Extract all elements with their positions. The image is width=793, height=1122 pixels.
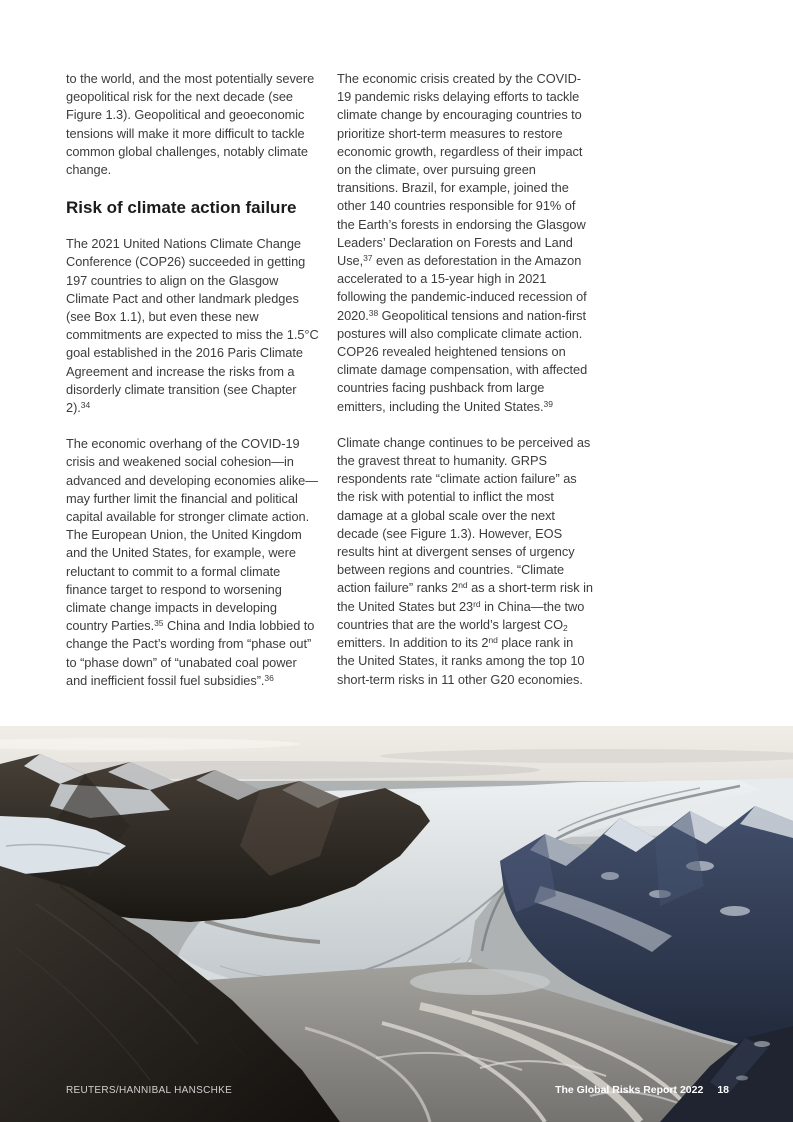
paragraph: The economic overhang of the COVID-19 crisis and weakened social cohesion—in advanced and developing economies alike—may further limit the financial and political capital available for stronger climate action. The European Union, the United Kingdom and the United States, for example, were reluctant to commit to a formal climate finance target to respond to worsening climate change impacts in developing country Parties.$^{35}$ China and India lobbied to change the Pact’s wording from “phase out” to “phase down” of “unabated coal power and inefficient fossil fuel subsidies”.$^{36}$ bbox=[66, 436, 318, 688]
page-number: 18 bbox=[717, 1084, 729, 1096]
photo-credit: REUTERS/HANNIBAL HANSCHKE bbox=[66, 1085, 233, 1096]
left-column bbox=[66, 70, 319, 708]
page-footer bbox=[555, 1084, 729, 1096]
section-heading: Risk of climate action failure bbox=[66, 198, 297, 218]
paragraph: to the world, and the most potentially severe geopolitical risk for the next decade (see Figure 1.3). Geopolitical and geoeconomic tensions will make it more difficult to tackle common global challenges, notably climate change. bbox=[66, 71, 315, 178]
paragraph: The 2021 United Nations Climate Change Conference (COP26) succeeded in getting 197 countries to align on the Glasgow Climate Pact and other landmark pledges (see Box 1.1), but even these new commitments are expected to miss the 1.5°C goal established in the 2016 Paris Climate Agreement and increase the risks from a disorderly climate transition (see Chapter 2).$^{34}$ bbox=[66, 236, 319, 416]
paragraph: The economic crisis created by the COVID-19 pandemic risks delaying efforts to tackle climate change by encouraging countries to prioritize short-term measures to restore economic growth, regardless of their impact on the climate, over pursuing green transitions. Brazil, for example, joined the other 140 countries responsible for 91% of the Earth’s forests in endorsing the Glasgow Leaders’ Declaration on Forests and Land Use,$^{37}$ even as deforestation in the Amazon accelerated to a 15-year high in 2021 following the pandemic-induced recession of 2020.38 Geopolitical tensions and nation-first postures will also complicate climate action. COP26 revealed heightened tensions on climate damage compensation, with affected countries facing pushback from large emitters, including the United States.$^{39}$ bbox=[337, 71, 588, 414]
right-column bbox=[337, 70, 594, 707]
glacier-photo bbox=[0, 726, 793, 1122]
report-title: The Global Risks Report 2022 bbox=[555, 1084, 704, 1096]
paragraph: Climate change continues to be perceived as the gravest threat to humanity. GRPS respondents rate “climate action failure” as the risk with potential to inflict the most damage at a global scale over the next decade (see Figure 1.3). However, EOS results hint at divergent senses of urgency between regions and countries. “Climate action failure” ranks 2nd as a short-term risk in the United States but 23rd in China—the two countries that are the world’s largest $CO_2$ emitters. In addition to its 2nd place rank in the United States, it ranks among the top 10 short-term risks in 11 other G20 economies. bbox=[337, 434, 593, 687]
glacier-photo-art bbox=[0, 726, 793, 1122]
